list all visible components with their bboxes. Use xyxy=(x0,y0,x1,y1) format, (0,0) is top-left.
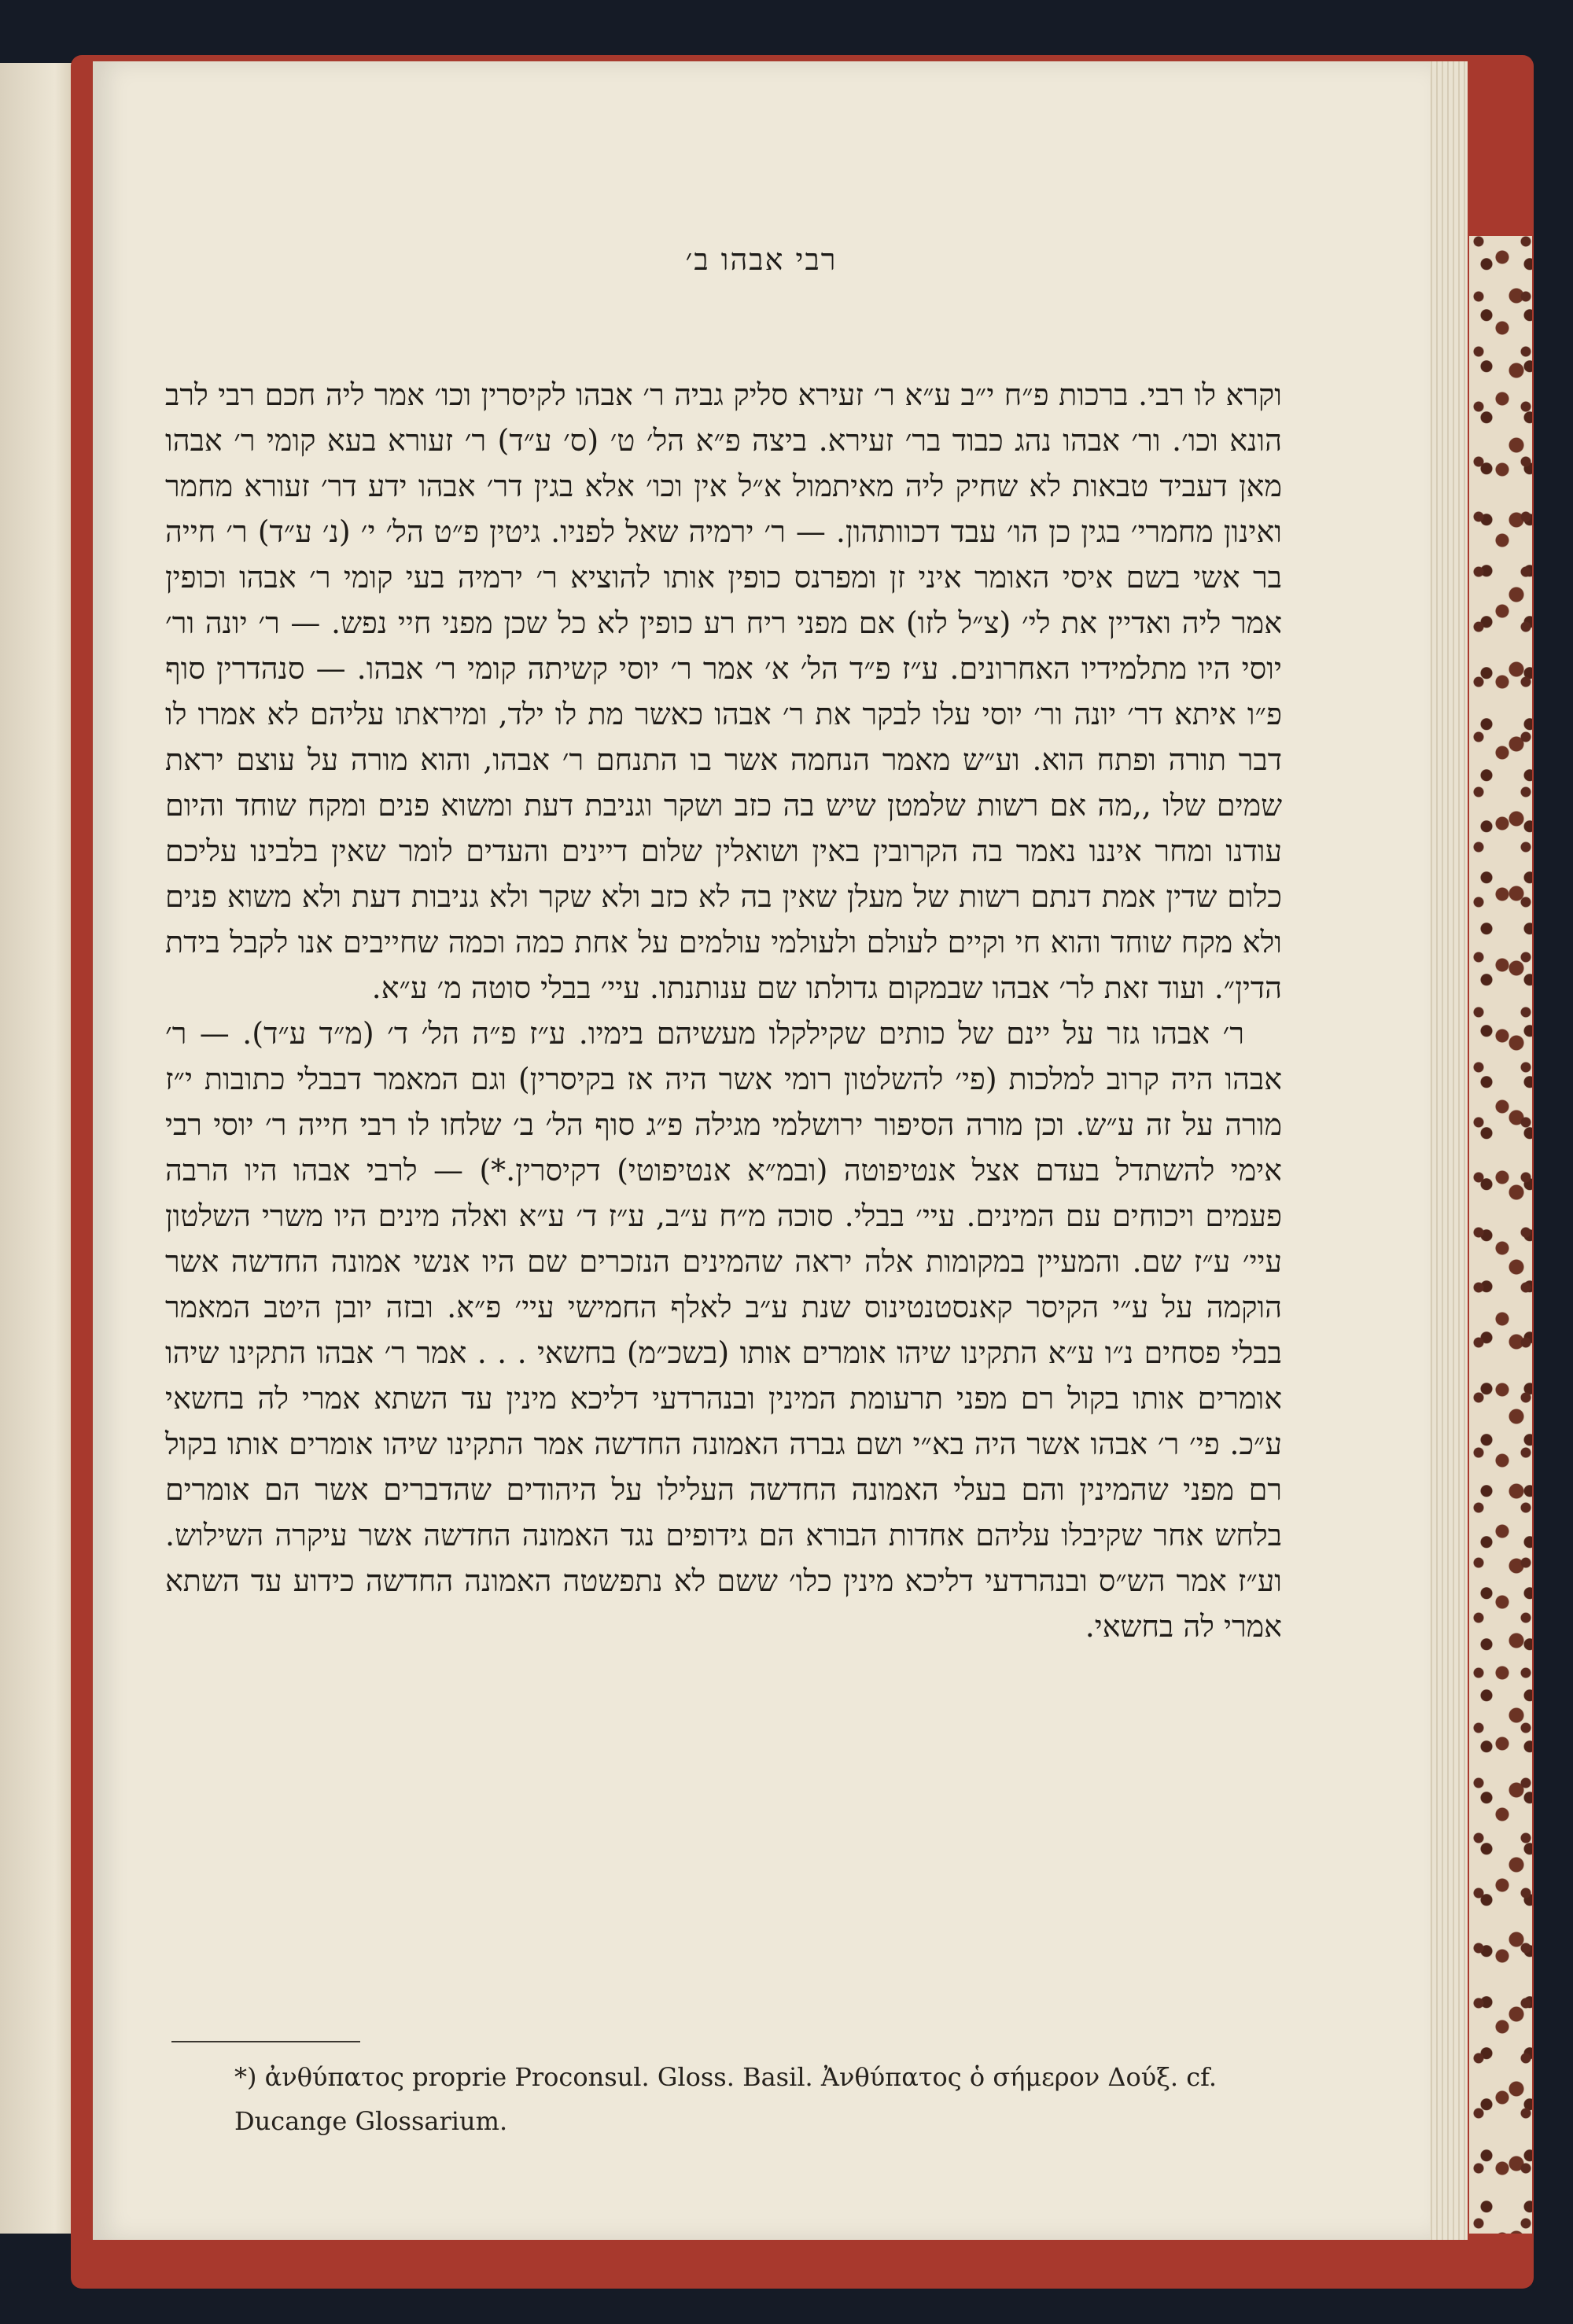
footnote-rule xyxy=(171,2041,360,2042)
running-head: רבי אבהו ב׳ xyxy=(685,242,838,277)
footnote: *) ἀνθύπατος proprie Proconsul. Gloss. Basil. Ἀνθύπατος ὁ σήμερον Δούξ. cf. Ducange Glossarium. xyxy=(234,2062,1217,2136)
body-text xyxy=(165,372,1282,1649)
book-page xyxy=(93,61,1430,2240)
left-page-edge xyxy=(0,63,79,2234)
speckled-page-edge xyxy=(1469,236,1532,2234)
paragraph-1: וקרא לו רבי. ברכות פ״ח י״ב ע״א ר׳ זעירא סליק גביה ר׳ אבהו לקיסרין וכו׳ אמר ליה חכם רבי לרב הונא וכו׳. ור׳ אבהו נהג כבוד בר׳ זעירא. ביצה פ״א הל׳ ט׳ (ס׳ ע״ד) ר׳ זעורא בעא קומי ר׳ אבהו מאן דעביד טבאות לא שחיק ליה מאיתמול א״ל אין וכו׳ אלא בגין דר׳ אבהו ידע דר׳ זעורא מחמר ואינון מחמרי׳ בגין כן הו׳ עבד דכוותהון. — ר׳ ירמיה שאל לפניו. גיטין פ״ט הל׳ י׳ (נ׳ ע״ד) ר׳ חייה בר אשי בשם איסי האומר איני זן ומפרנס כופין אותו להוציא ר׳ ירמיה בעי קומי ר׳ אבהו וכופין אמר ליה ואדיין את לי׳ (צ״ל לזו) אם מפני ריח רע כופין לא כל שכן מפני חיי נפש. — ר׳ יונה ור׳ יוסי היו מתלמידיו האחרונים. ע״ז פ״ד הל׳ א׳ אמר ר׳ יוסי קשיתה קומי ר׳ אבהו. — סנהדרין סוף פ״ו איתא דר׳ יונה ור׳ יוסי עלו לבקר את ר׳ אבהו כאשר מת לו ילד, ומיראתו עליהם לא אמרו לו דבר תורה ופתח הוא. וע״ש מאמר הנחמה אשר בו התנחם ר׳ אבהו, והוא מורה על עוצם יראת שמים שלו ,,מה אם רשות שלמטן שיש בה כזב ושקר וגניבת דעת ומשוא פנים ומקח שוחד והיום עודנו ומחר איננו נאמר בה הקרובין באין ושואלין שלום דיינים והעדים לומר שאין בלבינו עליכם כלום שדין אמת דנתם רשות של מעלן שאין בה לא כזב ולא שקר ולא גניבות דעת ולא משוא פנים ולא מקח שוחד והוא חי וקיים לעולם ולעולמי עולמים על אחת כמה וכמה שחייבים אנו לקבל בידת הדין״. ועוד זאת לר׳ אבהו שבמקום גדולתו שם ענותנתו. עיי׳ בבלי סוטה מ׳ ע״א. xyxy=(165,378,1282,1005)
paragraph-2: ר׳ אבהו גזר על יינם של כותים שקילקלו מעשיהם בימיו. ע״ז פ״ה הל׳ ד׳ (מ״ד ע״ד). — ר׳ אבהו היה קרוב למלכות (פי׳ להשלטון רומי אשר היה אז בקיסרין) וגם המאמר דבבלי כתובות י״ז מורה על זה ע״ש. וכן מורה הסיפור ירושלמי מגילה פ״ג סוף הל׳ ב׳ שלחו לו רבי חייה ר׳ יוסי רבי אימי להשתדל בעדם אצל אנטיפוטה (ובמ״א אנטיפוטי) דקיסרין.*) — לרבי אבהו היו הרבה פעמים ויכוחים עם המינים. עיי׳ בבלי. סוכה מ״ח ע״ב, ע״ז ד׳ ע״א ואלה מינים היו משרי השלטון עיי׳ ע״ז שם. והמעיין במקומות אלה יראה שהמינים הנזכרים שם היו אנשי אמונה החדשה אשר הוקמה על ע״י הקיסר קאנסטנטינוס שנת ע״ב לאלף החמישי עיי׳ פ״א. ובזה יובן היטב המאמר בבלי פסחים נ״ו ע״א התקינו שיהו אומרים אותו (בשכ״מ) בחשאי . . . אמר ר׳ אבהו התקינו שיהו אומרים אותו בקול רם מפני תרעומת המינין ובנהרדעי דליכא מינין עד השתא אמרי לה בחשאי ע״כ. פי׳ ר׳ אבהו אשר היה בא״י ושם גברה האמונה החדשה אמר התקינו שיהו אומרים אותו בקול רם מפני שהמינין והם בעלי האמונה החדשה העלילו על היהודים שהדברים אשר הם אומרים בלחש אחר שקיבלו עליהם אחדות הבורא הם גידופים נגד האמונה החדשה אשר עיקרה השילוש. וע״ז אמר הש״ס ובנהרדעי דליכא מינין כלו׳ ששם לא נתפשטה האמונה החדשה כידוע עד השתא אמרי לה בחשאי. xyxy=(165,1016,1283,1644)
